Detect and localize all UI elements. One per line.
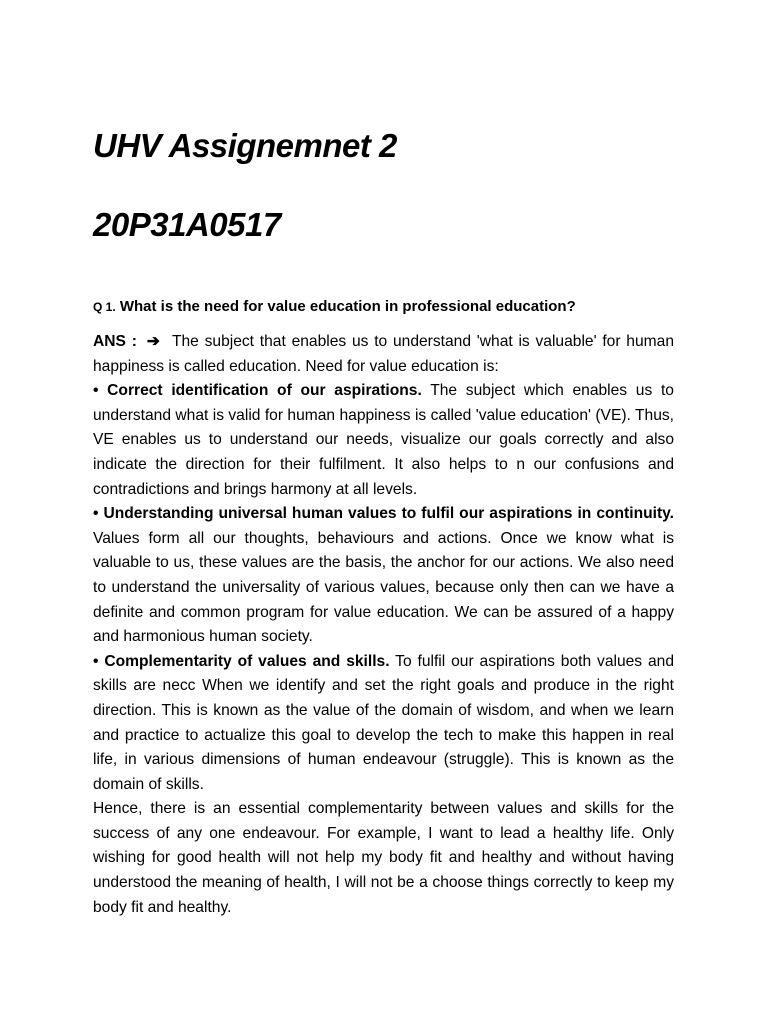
point-3-heading: • Complementarity of values and skills. — [93, 652, 390, 670]
question-1 — [93, 296, 693, 318]
question-number: Q 1. — [93, 300, 116, 314]
answer-intro-text: The subject that enables us to understand 'what is valuable' for human happiness is called education. Need for value education is: — [93, 333, 674, 375]
point-1-heading: • Correct identification of our aspirations. — [93, 382, 422, 400]
answer-intro-paragraph — [93, 330, 674, 379]
point-3-text: To fulfil our aspirations both values and skills are necc When we identify and set the right goals and produce in the right direction. This is known as the value of the domain of wisdom, and when we learn and practice to actualize this goal to develop the tech to make this happen in real life, in various dimensions of human endeavour (struggle). This is known as the domain of skills. — [93, 652, 674, 793]
answer-point-2 — [93, 502, 674, 650]
point-2-heading: • Understanding universal human values to fulfil our aspirations in continuity. — [93, 505, 674, 523]
question-text: What is the need for value education in professional education? — [119, 298, 576, 315]
answer-point-3 — [93, 650, 674, 798]
answer-label: ANS : — [93, 333, 137, 350]
roll-number: 20P31A0517 — [93, 206, 281, 243]
document-title: UHV Assignemnet 2 — [93, 127, 397, 164]
answer-body — [93, 330, 674, 920]
point-2-text: Values form all our thoughts, behaviours and actions. Once we know what is valuable to us, these values are the basis, the anchor for our actions. We also need to understand the universality of various values, because only then can we have a definite and common program for value education. We can be assured of a happy and harmonious human society. — [93, 529, 674, 646]
answer-conclusion: Hence, there is an essential complementarity between values and skills for the success of any one endeavour. For example, I want to lead a healthy life. Only wishing for good health will not help my body fit and healthy and without having understood the meaning of health, I will not be a choose things correctly to keep my body fit and healthy. — [93, 800, 674, 916]
point-1-text: The subject which enables us to understand what is valid for human happiness is called 'value education' (VE). Thus, VE enables us to understand our needs, visualize our goals correctly and also indicate the direction for their fulfilment. It also helps to n our confusions and contradictions and brings harmony at all levels. — [93, 382, 674, 498]
answer-point-1 — [93, 379, 674, 502]
right-arrow-icon: ➔ — [146, 333, 160, 350]
